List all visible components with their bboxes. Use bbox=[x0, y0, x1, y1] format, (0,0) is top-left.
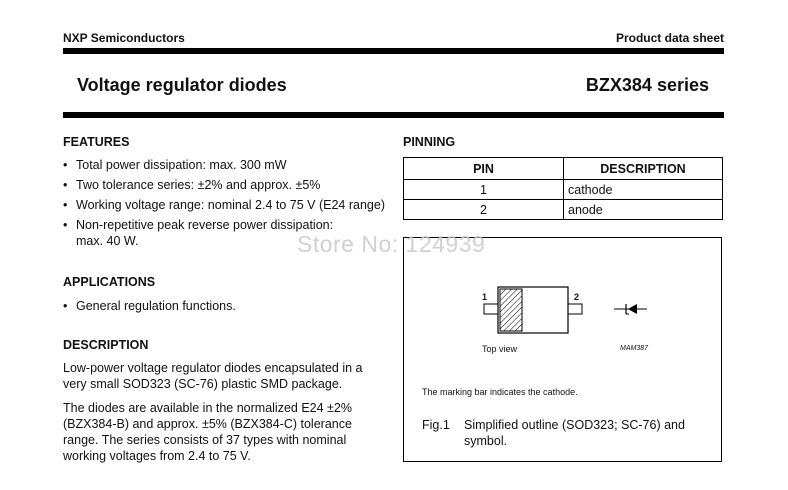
column-header-pin: PIN bbox=[404, 158, 564, 180]
document-type: Product data sheet bbox=[615, 31, 724, 45]
feature-item: • Non-repetitive peak reverse power dissipation: max. 40 W. bbox=[63, 217, 393, 249]
description-paragraph-2: The diodes are available in the normalized E24 ±2% (BZX384-B) and approx. ±5% (BZX384-C) tolerance range. The series consists of 37 types with nominal working voltages from 2.4 to 75 V. bbox=[63, 401, 352, 463]
description-paragraph-1: Low-power voltage regulator diodes encapsulated in a very small SOD323 (SC-76) plastic SMD package. bbox=[63, 361, 363, 391]
lead-1 bbox=[484, 304, 498, 314]
applications-heading: APPLICATIONS bbox=[63, 275, 156, 289]
pin-number: 1 bbox=[404, 180, 564, 200]
table-header-row bbox=[404, 158, 723, 180]
page-title: Voltage regulator diodes bbox=[77, 75, 287, 95]
table-row bbox=[404, 180, 723, 200]
applications-list bbox=[63, 298, 393, 318]
feature-item: • Working voltage range: nominal 2.4 to 75 V (E24 range) bbox=[63, 197, 393, 213]
description-heading: DESCRIPTION bbox=[63, 338, 149, 352]
application-item: • General regulation functions. bbox=[63, 298, 393, 314]
figure-number: Fig.1 bbox=[422, 418, 450, 432]
figure-caption: Simplified outline (SOD323; SC-76) and symbol. bbox=[464, 418, 685, 448]
diode-symbol-icon bbox=[614, 304, 647, 314]
company-name: NXP Semiconductors bbox=[63, 31, 185, 45]
pin-description: anode bbox=[564, 200, 723, 220]
series-title: BZX384 series bbox=[585, 75, 709, 95]
pin-number: 2 bbox=[404, 200, 564, 220]
pin-2-label: 2 bbox=[574, 292, 580, 302]
cathode-marking-bar bbox=[500, 289, 522, 331]
features-heading: FEATURES bbox=[63, 135, 130, 149]
feature-item: • Two tolerance series: ±2% and approx. ±5% bbox=[63, 177, 393, 193]
pin-description: cathode bbox=[564, 180, 723, 200]
title-rule bbox=[63, 112, 724, 118]
drawing-code: MAM387 bbox=[620, 345, 649, 352]
header-rule bbox=[63, 48, 724, 54]
table-row bbox=[404, 200, 723, 220]
pinning-table bbox=[403, 157, 723, 220]
figure-box bbox=[403, 237, 722, 462]
column-header-description: DESCRIPTION bbox=[564, 158, 723, 180]
pinning-heading: PINNING bbox=[403, 135, 456, 149]
marking-note: The marking bar indicates the cathode. bbox=[422, 387, 578, 397]
feature-item: • Total power dissipation: max. 300 mW bbox=[63, 157, 393, 173]
lead-2 bbox=[568, 304, 582, 314]
store-watermark: Store No: 124939 bbox=[297, 231, 486, 257]
top-view-label: Top view bbox=[482, 344, 518, 354]
pin-1-label: 1 bbox=[482, 292, 488, 302]
